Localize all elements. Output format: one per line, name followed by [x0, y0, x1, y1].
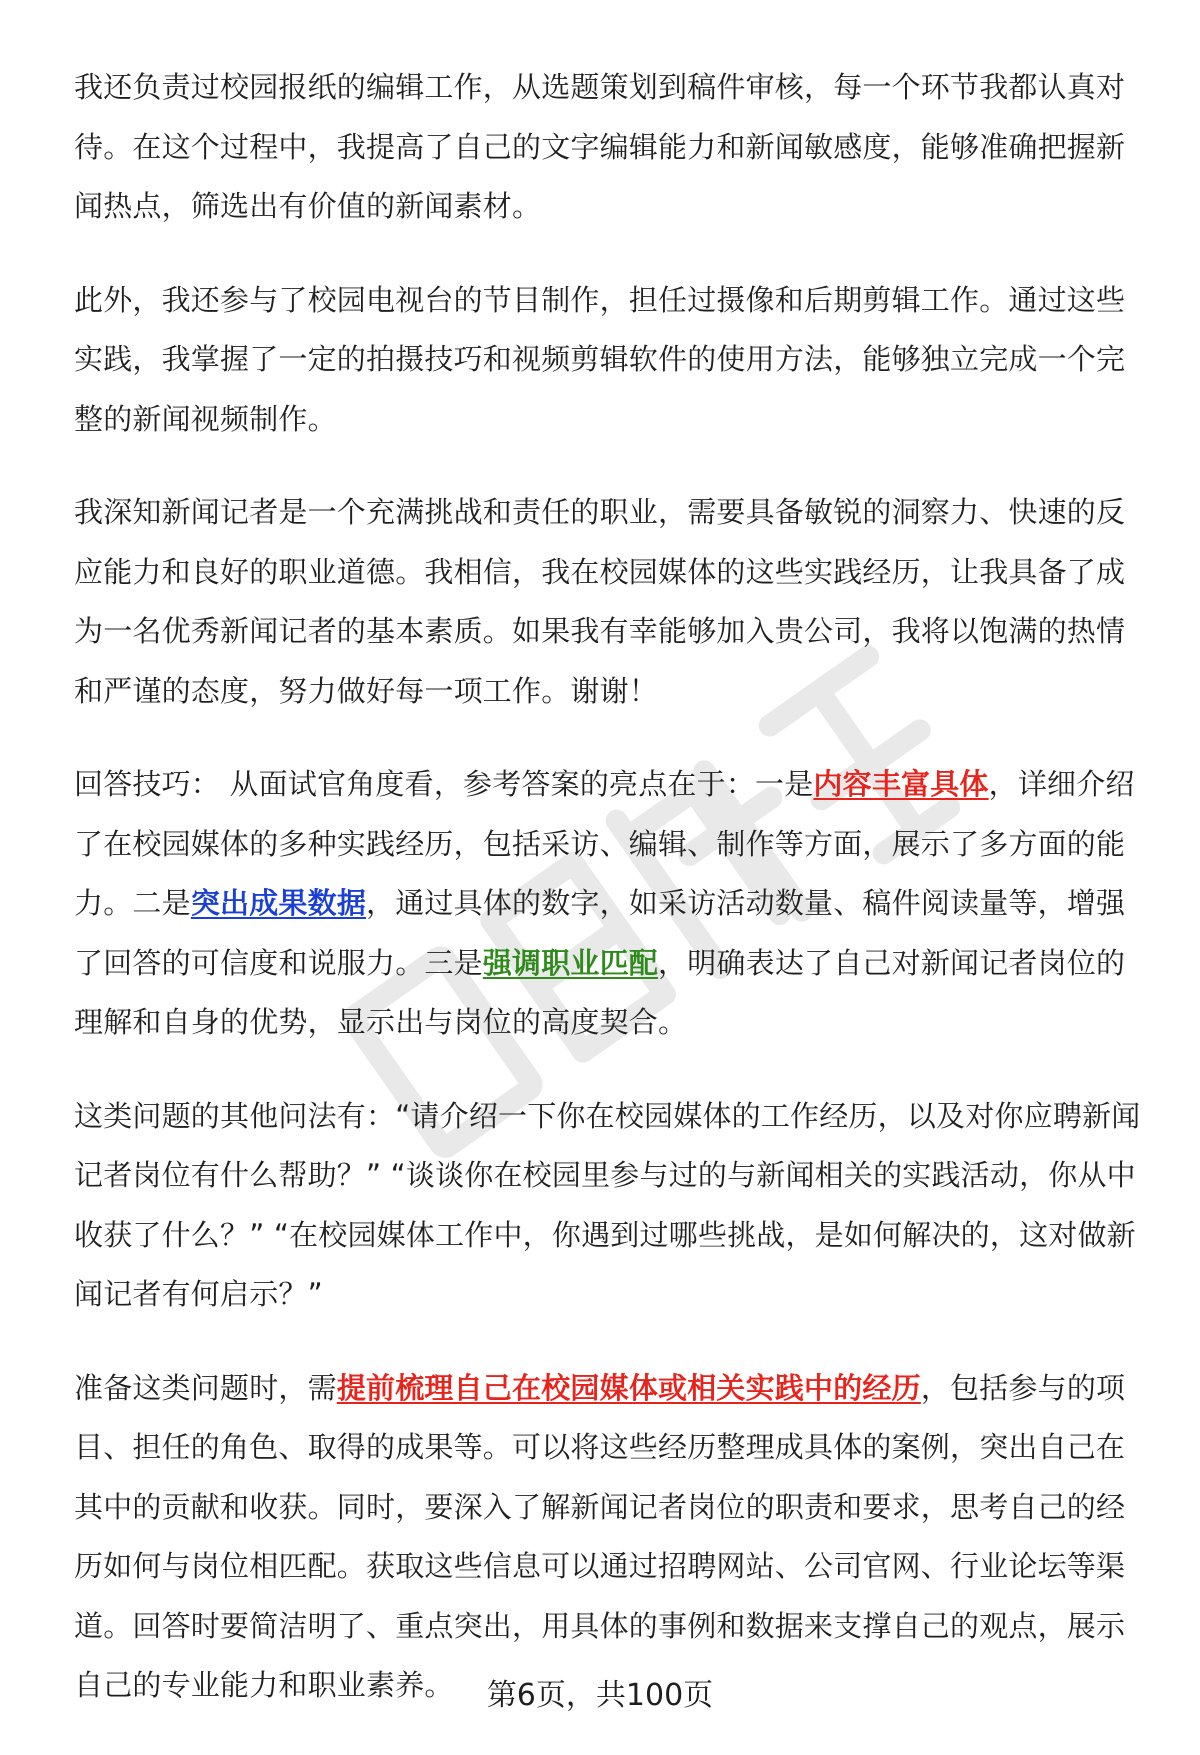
tips-text-2: ，详细介绍了在校园媒体的多种实践经历，包括采访、编辑、制作等方面，展示了多方面的能力。二是: [74, 767, 1135, 920]
prep-text-2: ，包括参与的项目、担任的角色、取得的成果等。可以将这些经历整理成具体的案例，突出自己在其中的贡献和收获。同时，要深入了解新闻记者岗位的职责和要求，思考自己的经历如何与岗位相匹配。获取这些信息可以通过招聘网站、公司官网、行业论坛等渠道。回答时要简洁明了、重点突出，用具体的事例和数据来支撑自己的观点，展示自己的专业能力和职业素养。: [74, 1370, 1126, 1702]
document-body: [74, 58, 1154, 1750]
paragraph-preparation: [74, 1359, 1154, 1716]
prep-text-1: 准备这类问题时，需: [74, 1370, 337, 1405]
paragraph-conclusion: 我深知新闻记者是一个充满挑战和责任的职业，需要具备敏锐的洞察力、快速的反应能力和良好的职业道德。我相信，我在校园媒体的这些实践经历，让我具备了成为一名优秀新闻记者的基本素质。如果我有幸能够加入贵公司，我将以饱满的热情和严谨的态度，努力做好每一项工作。谢谢！: [74, 495, 1126, 708]
tips-text-1: 回答技巧： 从面试官角度看，参考答案的亮点在于：一是: [74, 767, 814, 801]
tips-text-3: ，通过具体的数字，如采访活动数量、稿件阅读量等，增强了回答的可信度和说服力。三是: [74, 886, 1126, 980]
highlight-career-match: 强调职业匹配: [482, 945, 659, 980]
paragraph-campus-tv: 此外，我还参与了校园电视台的节目制作，担任过摄像和后期剪辑工作。通过这些实践，我掌握了一定的拍摄技巧和视频剪辑软件的使用方法，能够独立完成一个完整的新闻视频制作。: [74, 282, 1126, 436]
highlight-sort-experience: 提前梳理自己在校园媒体或相关实践中的经历: [336, 1370, 921, 1405]
paragraph-alternative-questions: 这类问题的其他问法有：“请介绍一下你在校园媒体的工作经历，以及对你应聘新闻记者岗位有什么帮助？” “谈谈你在校园里参与过的与新闻相关的实践活动，你从中收获了什么？” “在校园媒体工作中，你遇到过哪些挑战，是如何解决的，这对做新闻记者有何启示？”: [74, 1098, 1141, 1311]
page-number: 第6页，共100页: [486, 1678, 714, 1713]
tips-text-4: ，明确表达了自己对新闻记者岗位的理解和自身的优势，显示出与岗位的高度契合。: [74, 945, 1126, 1039]
paragraph-campus-newspaper: 我还负责过校园报纸的编辑工作，从选题策划到稿件审核，每一个环节我都认真对待。在这个过程中，我提高了自己的文字编辑能力和新闻敏感度，能够准确把握新闻热点，筛选出有价值的新闻素材。: [74, 70, 1126, 223]
highlight-results-data: 突出成果数据: [190, 886, 367, 920]
highlight-rich-content: 内容丰富具体: [813, 767, 989, 801]
paragraph-answer-tips: [74, 755, 1154, 1053]
